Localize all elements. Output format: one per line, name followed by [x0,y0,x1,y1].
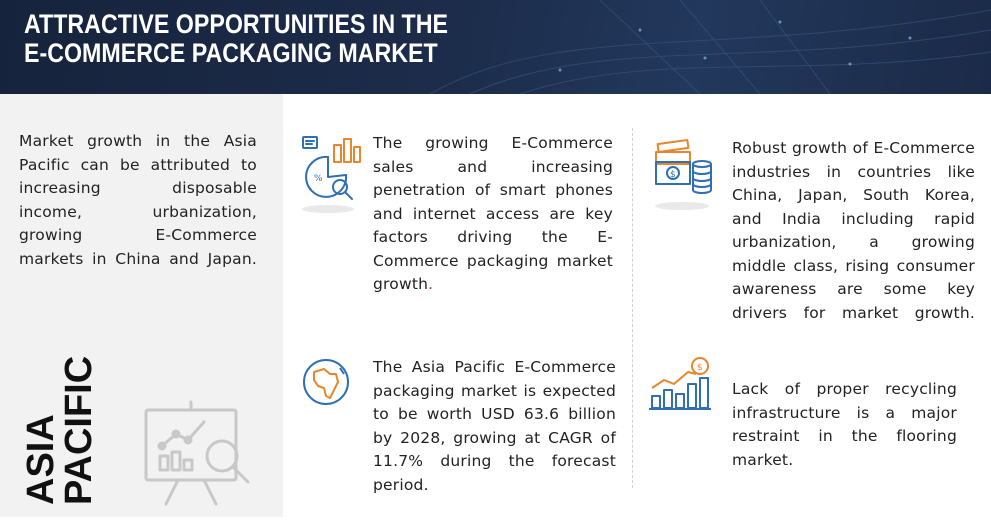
market-forecast-text: The Asia Pacific E-Commerce packaging market is expected to be worth USD 63.6 billion by 2028, growing at CAGR of 11.7% during the forecast period. [373,358,616,494]
globe-icon [300,356,358,414]
svg-text:$: $ [670,170,676,180]
growth-drivers-text: Robust growth of E-Commerce industries in countries like China, Japan, South Korea, and India including rapid urbanization, a growing middle class, rising consumer awareness are some key drivers for market growth. [732,139,975,322]
presentation-board-icon [138,400,258,510]
column-divider [632,128,633,488]
title-line-1: ATTRACTIVE OPPORTUNITIES IN THE [24,9,448,39]
market-drivers-period: . [428,275,434,293]
market-drivers-copy: The growing E-Commerce sales and increasing penetration of smart phones and internet access are key factors driving the E-Commerce packaging market growth [373,134,613,293]
analytics-icon [300,135,362,215]
svg-text:%: % [314,174,323,184]
region-summary-text: Market growth in the Asia Pacific can be attributed to increasing disposable income, urbanization, growing E-Commerce markets in China and Japan. [19,132,257,268]
title-line-2: E-COMMERCE PACKAGING MARKET [24,38,438,68]
market-restraint-text: Lack of proper recycling infrastructure is a major restraint in the flooring market. [732,380,957,469]
svg-text:$: $ [697,363,703,373]
market-drivers-text [373,132,613,320]
region-label-line-2: PACIFIC [58,355,100,505]
money-icon [652,138,714,212]
growth-chart-icon [648,356,712,412]
region-label [22,356,98,505]
page-title [24,10,448,68]
region-label-line-1: ASIA [20,414,62,505]
header-banner [0,0,991,94]
